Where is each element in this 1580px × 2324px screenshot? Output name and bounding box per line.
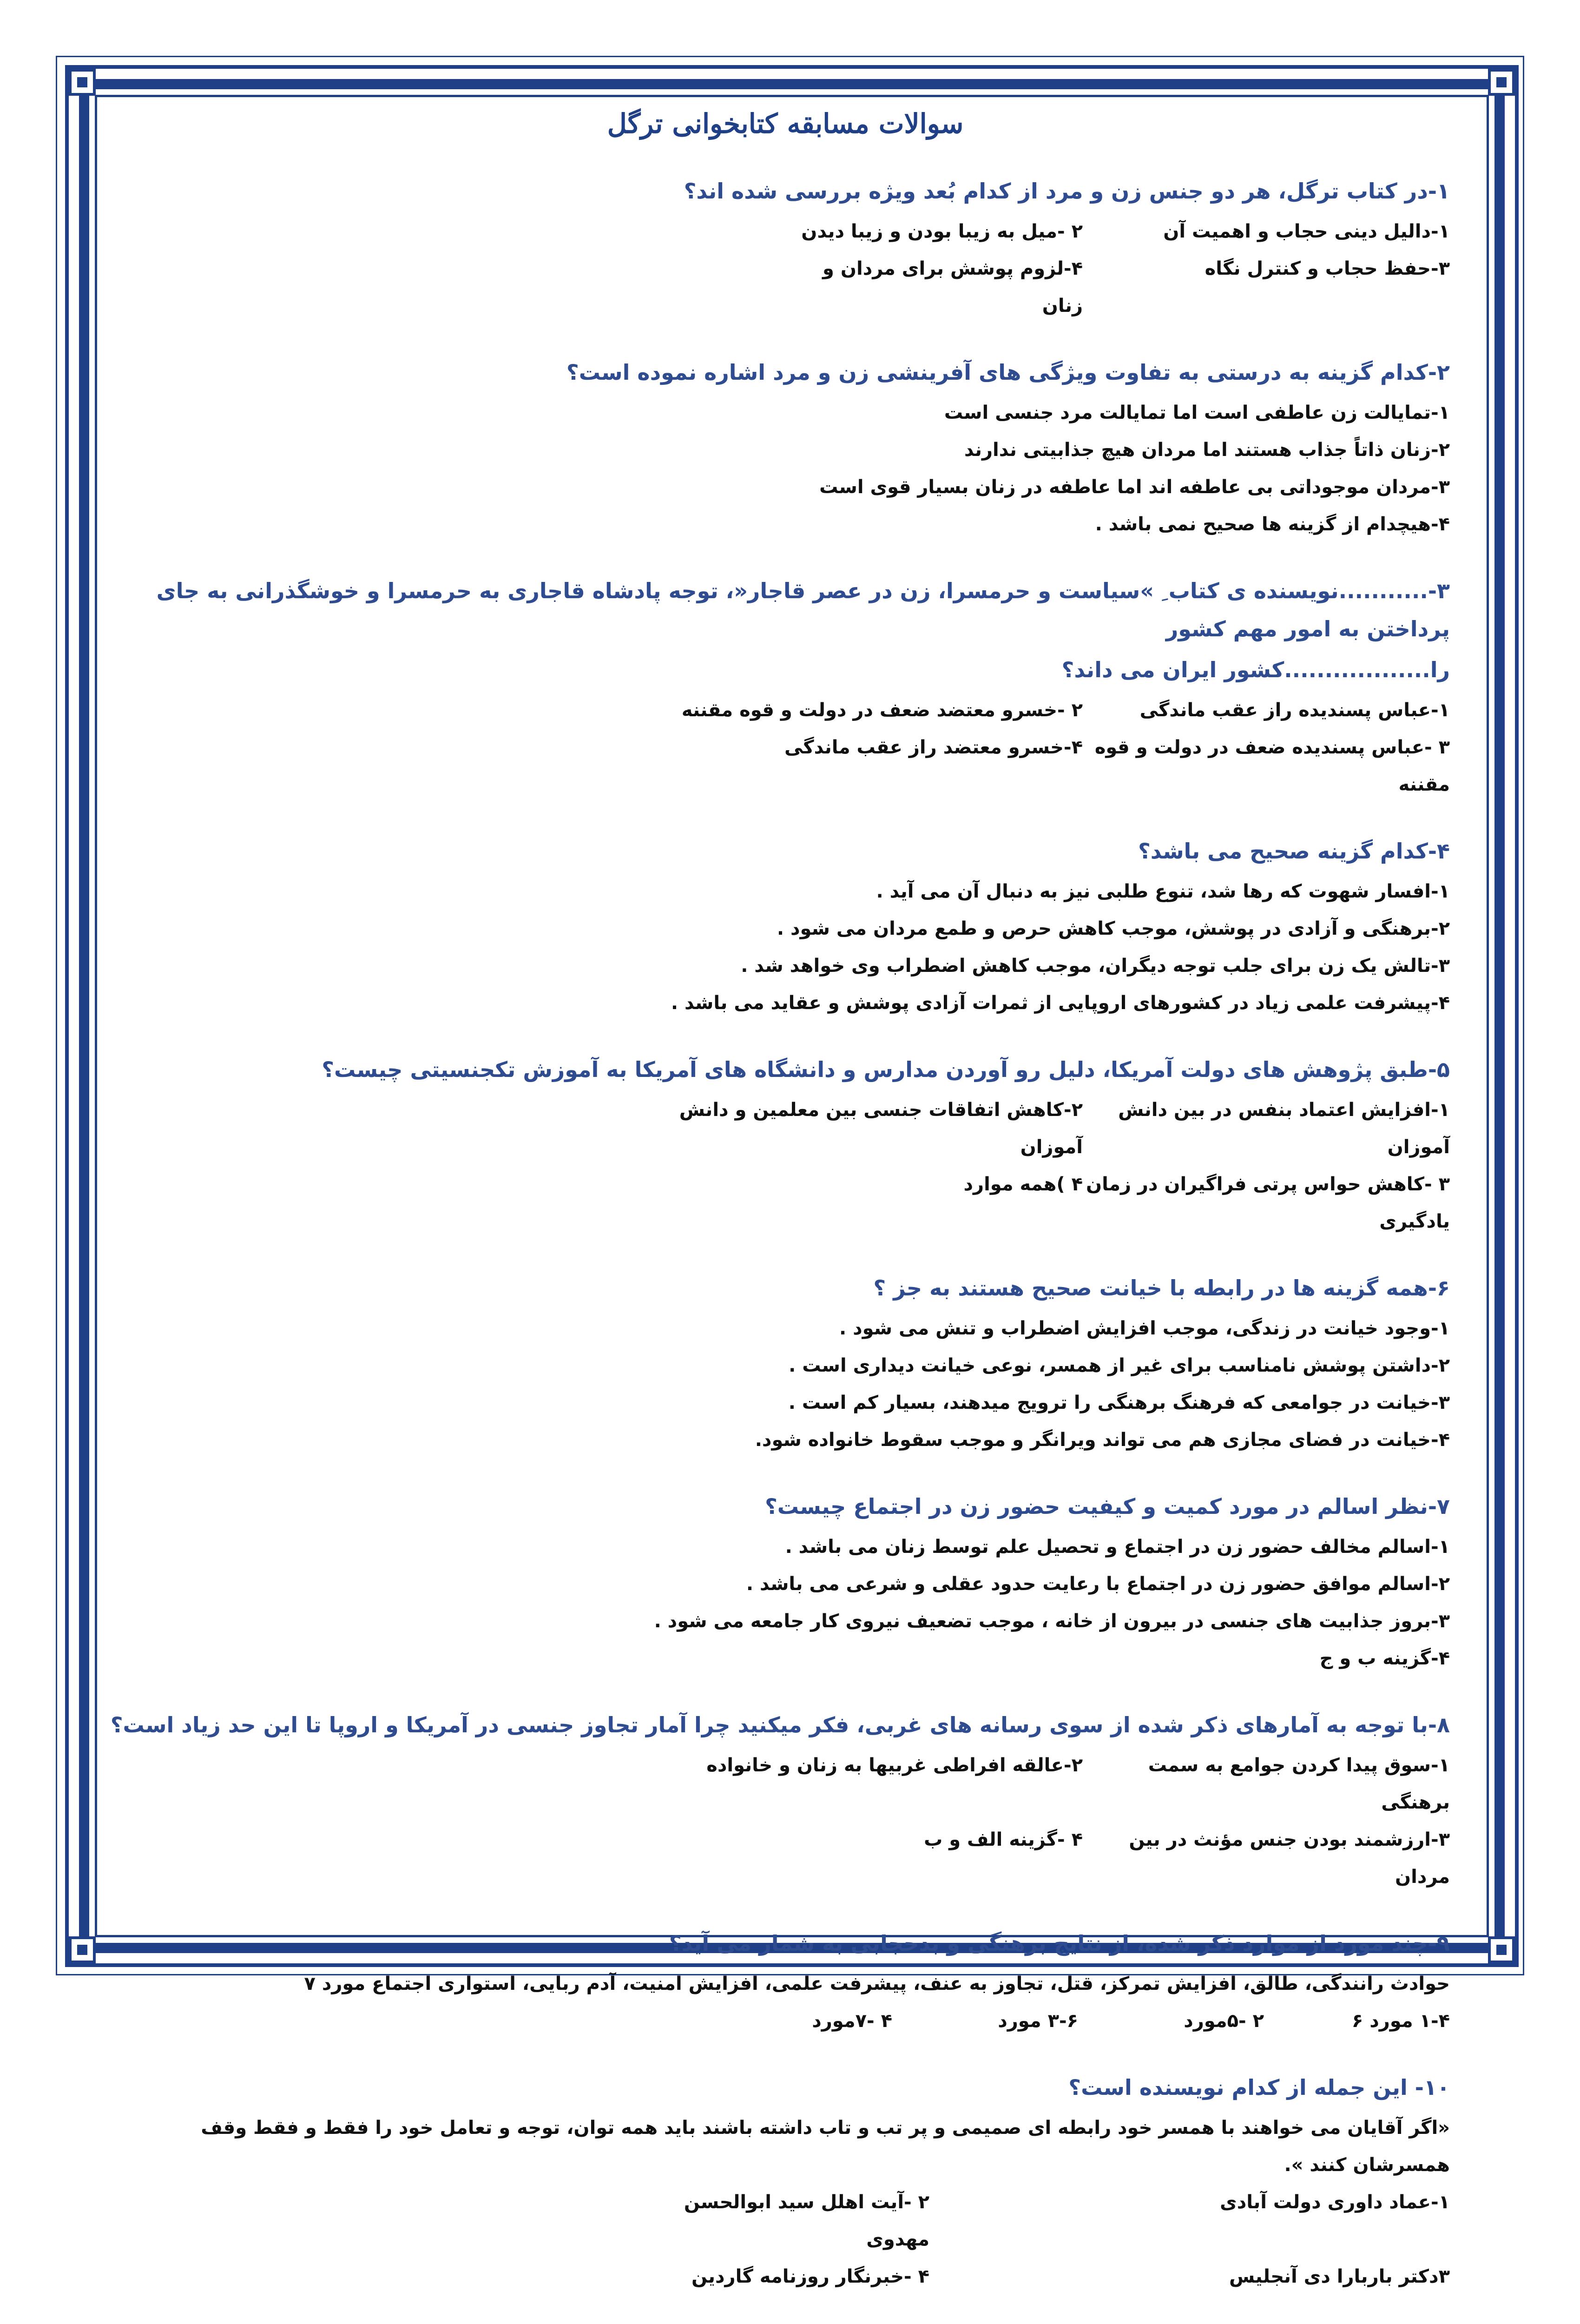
statement: حوادث رانندگی، طالق، افزایش تمرکز، قتل، تجاوز به عنف، پیشرفت علمی، افزایش امنیت، آدم ربایی، استواری اجتماع مورد ۷ <box>304 1973 1450 1994</box>
option: ۳-مردان موجوداتی بی عاطفه اند اما عاطفه در زنان بسیار قوی است <box>819 476 1450 498</box>
option: ۴ -خبرنگار روزنامه گاردین <box>691 2266 929 2287</box>
options-row <box>107 2002 1450 2040</box>
question <box>107 2068 1450 2295</box>
corner-ornament <box>1488 1936 1515 1963</box>
option: ۱-افسار شهوت که رها شد، تنوع طلبی نیز به دنبال آن می آید . <box>876 881 1450 902</box>
option: ۱-عماد داوری دولت آبادی <box>1220 2192 1450 2213</box>
question-text: ۶-همه گزینه ها در رابطه با خیانت صحیح هستند به جز ؟ <box>873 1275 1450 1301</box>
option: ۲ -۵مورد <box>1184 2010 1264 2032</box>
question-text: ۵-طبق پژوهش های دولت آمریکا، دلیل رو آوردن مدارس و دانشگاه های آمریکا به آموزش تکجنسیتی چیست؟ <box>322 1057 1450 1082</box>
option: ۲-زنان ذاتاً جذاب هستند اما مردان هیچ جذابیتی ندارند <box>964 439 1450 461</box>
option: ۱-عباس پسندیده راز عقب ماندگی <box>1139 700 1450 721</box>
question <box>107 1924 1450 2040</box>
page-title: سوالات مسابقه کتابخوانی ترگل <box>607 108 964 139</box>
option: ۳-تالش یک زن برای جلب توجه دیگران، موجب کاهش اضطراب وی خواهد شد . <box>741 955 1450 977</box>
option: ۲-اسالم موافق حضور زن در اجتماع با رعایت حدود عقلی و شرعی می باشد . <box>746 1573 1450 1595</box>
question <box>107 1050 1450 1240</box>
option: ۲ -خسرو معتضد ضعف در دولت و قوه مقننه <box>681 700 1083 721</box>
options-row <box>107 250 1450 324</box>
option: ۴ )همه موارد <box>963 1174 1083 1195</box>
question <box>107 832 1450 1022</box>
option: ۲-برهنگی و آزادی در پوشش، موجب کاهش حرص و طمع مردان می شود . <box>777 918 1450 939</box>
option: ۳ -عباس پسندیده ضعف در دولت و قوه مقننه <box>1094 737 1450 795</box>
options-row <box>107 1747 1450 1821</box>
options-row <box>107 2184 1450 2258</box>
option: ۲-داشتن پوشش نامناسب برای غیر از همسر، نوعی خیانت دیداری است . <box>789 1355 1450 1376</box>
options-row <box>107 2258 1450 2295</box>
corner-ornament <box>69 69 96 96</box>
question <box>107 1269 1450 1459</box>
option: ۳-ارزشمند بودن جنس مؤنث در بین مردان <box>1129 1829 1450 1888</box>
options-row <box>107 1166 1450 1240</box>
option: ۳ -کاهش حواس پرتی فراگیران در زمان یادگیری <box>1086 1174 1450 1232</box>
question-text: ۷-نظر اسالم در مورد کمیت و کیفیت حضور زن در اجتماع چیست؟ <box>765 1494 1450 1519</box>
option: ۴-خیانت در فضای مجازی هم می تواند ویرانگر و موجب سقوط خانواده شود. <box>755 1429 1450 1451</box>
option: ۱-اسالم مخالف حضور زن در اجتماع و تحصیل علم توسط زنان می باشد . <box>785 1536 1450 1558</box>
question-text: ۱۰- این جمله از کدام نویسنده است؟ <box>1068 2075 1450 2100</box>
option: ۱-افزایش اعتماد بنفس در بین دانش آموزان <box>1118 1099 1450 1158</box>
option: ۳-بروز جذابیت های جنسی در بیرون از خانه ، موجب تضعیف نیروی کار جامعه می شود . <box>654 1611 1450 1632</box>
options-row <box>107 692 1450 729</box>
option: ۱-سوق پیدا کردن جوامع به سمت برهنگی <box>1148 1755 1450 1813</box>
question-text: ۹-چند مورد از موارد ذکر شده، از نتایج برهنگی و بدحجابی به شمار می آید؟ <box>669 1931 1450 1956</box>
option: ۳-حفظ حجاب و کنترل نگاه <box>1205 258 1450 279</box>
option: ۴-گزینه ب و ج <box>1319 1648 1450 1669</box>
question <box>107 353 1450 543</box>
option: ۴ -گزینه الف و ب <box>924 1829 1083 1850</box>
statement: «اگر آقایان می خواهند با همسر خود رابطه ای صمیمی و پر تب و تاب داشته باشند باید همه توان، توجه و تعامل خود را فقط و فقط وقف همسرشان کنند ». <box>201 2117 1450 2176</box>
option: ۴ -۷مورد <box>812 2010 892 2032</box>
option: ۱-۴ مورد ۶ <box>1351 2010 1450 2032</box>
options-row <box>107 1091 1450 1166</box>
options-row <box>107 729 1450 803</box>
question <box>107 1487 1450 1677</box>
option: ۲ -میل به زیبا بودن و زیبا دیدن <box>801 221 1083 242</box>
option: ۳دکتر باربارا دی آنجلیس <box>1229 2266 1450 2287</box>
question <box>107 1706 1450 1895</box>
question-text: ۳-...........نویسنده ی کتاب ِ »سیاست و حرمسرا، زن در عصر قاجار«، توجه پادشاه قاجاری به حرمسرا و خوشگذرانی به جای پرداختن به امور مهم کشور <box>156 578 1450 641</box>
option: ۱-وجود خیانت در زندگی، موجب افزایش اضطراب و تنش می شود . <box>839 1318 1450 1339</box>
options-row <box>107 213 1450 250</box>
question-text: ۱-در کتاب ترگل، هر دو جنس زن و مرد از کدام بُعد ویژه بررسی شده اند؟ <box>684 178 1450 204</box>
option: ۳-۶ مورد <box>998 2010 1078 2032</box>
question-text: را..................کشور ایران می داند؟ <box>1061 657 1450 682</box>
option: ۴-خسرو معتضد راز عقب ماندگی <box>784 737 1083 758</box>
question <box>107 572 1450 803</box>
question-text: ۸-با توجه به آمارهای ذکر شده از سوی رسانه های غربی، فکر میکنید چرا آمار تجاوز جنسی در آمریکا و اروپا تا این حد زیاد است؟ <box>110 1712 1450 1737</box>
option: ۱-دالیل دینی حجاب و اهمیت آن <box>1163 221 1450 242</box>
corner-ornament <box>69 1936 96 1963</box>
corner-ornament <box>1488 69 1515 96</box>
option: ۳-خیانت در جوامعی که فرهنگ برهنگی را ترویج میدهند، بسیار کم است . <box>788 1392 1450 1413</box>
option: ۲-عالقه افراطی غربیها به زنان و خانواده <box>706 1755 1083 1776</box>
options-row <box>107 1821 1450 1895</box>
option: ۱-تمایالت زن عاطفی است اما تمایالت مرد جنسی است <box>944 402 1450 423</box>
option: ۲ -آیت اهلل سید ابوالحسن مهدوی <box>684 2192 929 2250</box>
option: ۴-لزوم پوشش برای مردان و زنان <box>823 258 1083 317</box>
option: ۲-کاهش اتفاقات جنسی بین معلمین و دانش آموزان <box>679 1099 1083 1158</box>
question-list <box>107 172 1450 2324</box>
question-text: ۲-کدام گزینه به درستی به تفاوت ویژگی های آفرینشی زن و مرد اشاره نموده است؟ <box>566 360 1450 385</box>
question <box>107 172 1450 324</box>
option: ۴-هیچدام از گزینه ها صحیح نمی باشد . <box>1095 514 1450 535</box>
question-text: ۴-کدام گزینه صحیح می باشد؟ <box>1138 838 1450 864</box>
option: ۴-پیشرفت علمی زیاد در کشورهای اروپایی از ثمرات آزادی پوشش و عقاید می باشد . <box>671 992 1450 1014</box>
